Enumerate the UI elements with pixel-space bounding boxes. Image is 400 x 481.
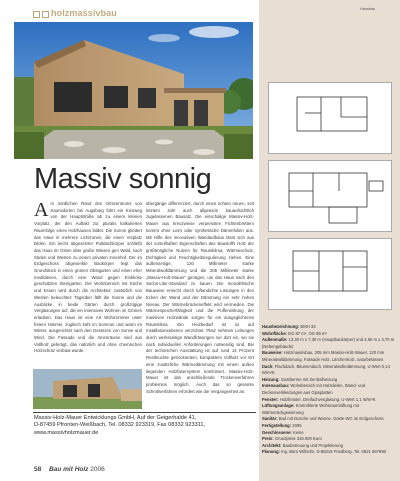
fact-item: Architekt: Baubetreuung und Projektierung: [262, 442, 344, 448]
contact-website: www.massivholzmauer.de: [34, 429, 99, 436]
magazine-brand: Bau mit Holz: [49, 466, 89, 473]
fact-item: Dach: Flachdach, Bitumendach, Mineralwolledämmung, U-Wert 0,14 W/m²K: [262, 363, 390, 376]
contact-line: Massiv-Holz-Mauer Entwicklungs GmbH, Auf der Geigerhalde 41,: [34, 415, 197, 421]
fact-item: Außenmaße: 13,30 m x 7,30 m (Hauptbaukörper) und 4,60 m x 3,70 m (Nebengebäude): [262, 337, 395, 349]
section-tag: holzmassivbau: [51, 8, 117, 18]
fact-item: Heizung: Gastherme mit Zentralheizung: [262, 376, 338, 382]
fact-item: Preis: Grundpreis 315.000 Euro: [262, 436, 322, 442]
house-photo: [14, 22, 253, 159]
page-number: 58: [34, 466, 42, 473]
floor-plan-basement: [268, 238, 392, 310]
contact-line: D-87459 Pfronten-Weißbach, Tel. 08332 923319, Fax 08332 923311,: [34, 422, 206, 429]
section-marker-box: [42, 11, 49, 18]
fact-item: Fertigstellung: 2005: [262, 422, 302, 428]
article-body-middle: übergänge differenziert, durch einen echten neuen, seit letztem Jahr auch allgemein bauaufsichtlich zugelassenen Bausatz. Die einschalige Massiv-Holz-Mauer aus kreuzweise verpressten Fichtenbrettern kommt ohne Leim oder synthetische Dämmfolien aus. Mit Hilfe des innovativen Wandaufbaus lässt sich aus der vorteilhaften Eigenschaften des Baustoffs Holz der größtmögliche Nutzen für Raumklima, Wärmeschutz, Dichtigkeit und Feuchtigkeitsregulierung ziehen. Eine außenseitige, 120 Millimeter starke Mineralwolldämmung und die 205 Millimeter starke „Massiv-Holz-Mauer“ genügen, um das Haus nach den Sechs-Liter-Standard zu bauen. Die monolithische Bauweise erreicht durch luftundichte Lösungen in den Ecken der Wand und der Dämmung ein sehr hohes Niveau. Der Wärmebrückeneffekt wird vermieden. Die Wärmespeicherfähigkeit und die Pufferwirkung der massiven Holzwände sorgen für ein ausgeglichenes Raumklima. Ein Heizbedarf ist so auf Installationsebenen verzichtet. Platz nehmen Leitungen durch werksseitige Wandfräsungen nur dort ein, wo sie nach individuellen Anforderungen notwendig sind. Bei der technischen Ausstattung ist auf rund 14 Prozent Restfeuchte getrocknetem, kompaktem Vollholz vor Ort eine zusätzliche Wärmedämmung mit einem außen liegenden Holzfasersystem kombiniert. Massiv-Holz-Mauer ist das anschließende Trockenverfahren problemlos möglich. Auch das so gesamte Schnittverfahren erfordert wie die Vergangenheit an.: [146, 201, 254, 394]
fact-item: Bauweise: Holzmassivbau, 205 mm Massiv-Holz-Mauer, 120 mm Mineralwolldämmung, Fassade Holz, Lärchenholz, naturbelassen: [262, 350, 385, 362]
fact-item: Hausbezeichnung: BMH 33: [262, 324, 316, 329]
drop-cap: A: [34, 199, 49, 221]
contact-block: [34, 415, 256, 437]
page-footer: [34, 466, 105, 473]
floor-plan-upper: [268, 82, 392, 154]
magazine-year: 2006: [90, 466, 105, 473]
fact-item: Fenster: Holzfenster, Dreifachverglasung, U-Wert 1,1 W/m²K: [262, 396, 376, 402]
article-column-middle: [146, 201, 254, 395]
fact-item: Geschlossene: Keine: [262, 429, 304, 435]
fact-item: Sanitär: Bad mit Dusche und Wanne, Gäste-WC im Erdgeschoss: [262, 416, 384, 422]
article-title: Massiv sonnig: [34, 163, 212, 195]
house-side-photo: [33, 369, 142, 409]
fact-item: Planung: Ing. Büro Wilhelm, D-86316 Friedberg, Tel. 0821 567890: [262, 449, 386, 455]
article-column-left: [34, 201, 142, 355]
fact-item: Innenausbau: Wohnbereich mit Holzdielen, Wand- und Deckenverkleidungen aus Gipsplatten: [262, 383, 366, 395]
contact-divider: [33, 412, 256, 413]
fact-item: Lüftungsanlage: Kontrollierte Wohnraumlüftung mit Wärmerückgewinnung: [262, 403, 359, 415]
fact-item: Wohnfläche: EG 87 m², OG 86 m²: [262, 330, 327, 336]
side-panel-tag: Hausbau: [360, 7, 376, 11]
section-marker-box: [33, 11, 40, 18]
house-facts: [262, 324, 396, 456]
floor-plan-ground: [268, 160, 392, 232]
article-body-left: m nördlichen Rand des Ortszentrums von Kaunsdorten bei Augsburg führt ein Kiesweg von der Hauptstraße ab zu einem kleinen Vorplatz, der den Auftakt zur pluralis kalkulierten Raumfolge eines Holzhauses bildet. Die Sonne gliedert das Haus in mehrere Lichtzonen, die einen Vorplatz bilden. Ein leicht abgesetzter Pultdachkörper schließt das Haus im Osten über große Wiesen gen Wald, nach Süden und Westen zu einem privaten Innenhof. Der im Erdgeschoss abgesenkte Baukörper liegt das Grundstück in einen grünen Obstgarten und einen eher meditativen, durch eine Wand gegen Einblicke geschützten Steingarten. Der Wohnbereich mit Küche und Essen wird durch die Architektur zusätzlich von Westen beleuchtet: Tagsüber fällt die Sonne und die Ausblicke in beide Gärten durch großzügige Verglasungen auf, die ein intensives Wohnen im Grünen erlauben. Das Haus ist eine Art Wohnzimmer unter freiem Himmel, zugleich kühl im Sommer und warm im Winter, ausgerichtet nach den Gesetzen von Sonne und Wind. Die Fassade und die Innenräume sind aus Vollholz gefertigt, das natürlich und ohne chemischen Holzschutz verbaut wurde.: [34, 201, 142, 354]
